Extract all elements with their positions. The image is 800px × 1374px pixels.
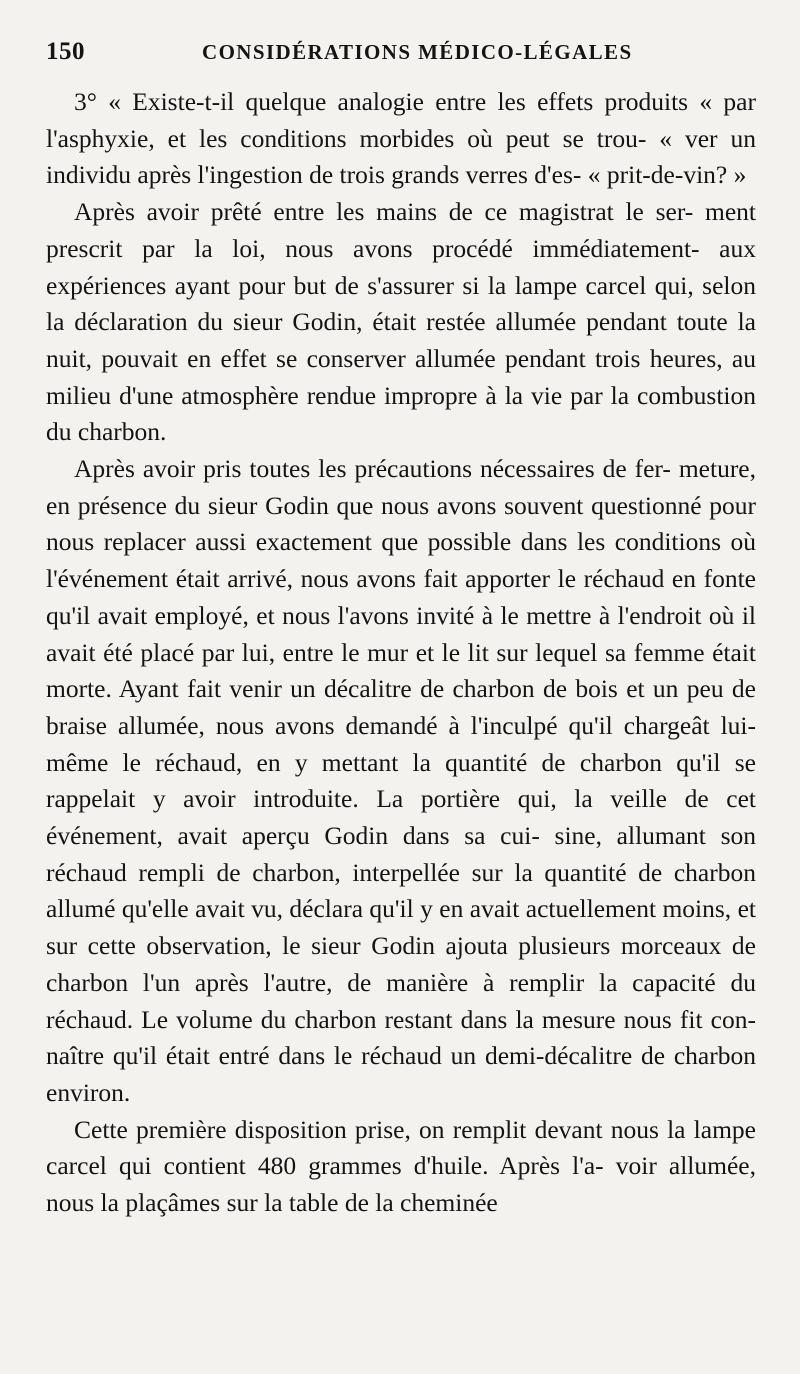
running-title: CONSIDÉRATIONS MÉDICO-LÉGALES [202, 40, 633, 64]
running-head [46, 38, 756, 78]
paragraph-rechaud-setup: Après avoir pris toutes les précautions nécessaires de fer- meture, en présence du sieur Godin que nous avons souvent questionné pour nous replacer aussi exactement que possible dans les conditions où l'événement était arrivé, nous avons fait apporter le réchaud en fonte qu'il avait employé, et nous l'avons invité à le mettre à l'endroit où il avait été placé par lui, entre le mur et le lit sur lequel sa femme était morte. Ayant fait venir un décalitre de charbon de bois et un peu de braise allumée, nous avons demandé à l'inculpé qu'il chargeât lui-même le réchaud, en y mettant la quantité de charbon qu'il se rappelait y avoir introduite. La portière qui, la veille de cet événement, avait aperçu Godin dans sa cui- sine, allumant son réchaud rempli de charbon, interpellée sur la quantité de charbon allumé qu'elle avait vu, déclara qu'il y en avait actuellement moins, et sur cette observation, le sieur Godin ajouta plusieurs morceaux de charbon l'un après l'autre, de manière à remplir la capacité du réchaud. Le volume du charbon restant dans la mesure nous fit con- naître qu'il était entré dans le réchaud un demi-décalitre de charbon environ. [46, 454, 756, 1107]
paragraph-question-3: 3° « Existe-t-il quelque analogie entre les effets produits « par l'asphyxie, et les conditions morbides où peut se trou- « ver un individu après l'ingestion de trois grands verres d'es- « prit-de-vin? » [46, 87, 756, 190]
paragraph-oath-and-lamp: Après avoir prêté entre les mains de ce magistrat le ser- ment prescrit par la loi, nous avons procédé immédiatement- aux expériences ayant pour but de s'assurer si la lampe carcel qui, selon la déclaration du sieur Godin, était restée allumée pendant toute la nuit, pouvait en effet se conserver allumée pendant trois heures, au milieu d'une atmosphère rendue impropre à la vie par la combustion du charbon. [46, 197, 756, 447]
paragraph-lamp-filled: Cette première disposition prise, on remplit devant nous la lampe carcel qui contient 480 grammes d'huile. Après l'a- voir allumée, nous la plaçâmes sur la table de la cheminée [46, 1114, 756, 1218]
page-number: 150 [46, 38, 85, 65]
body-text [46, 84, 756, 1222]
